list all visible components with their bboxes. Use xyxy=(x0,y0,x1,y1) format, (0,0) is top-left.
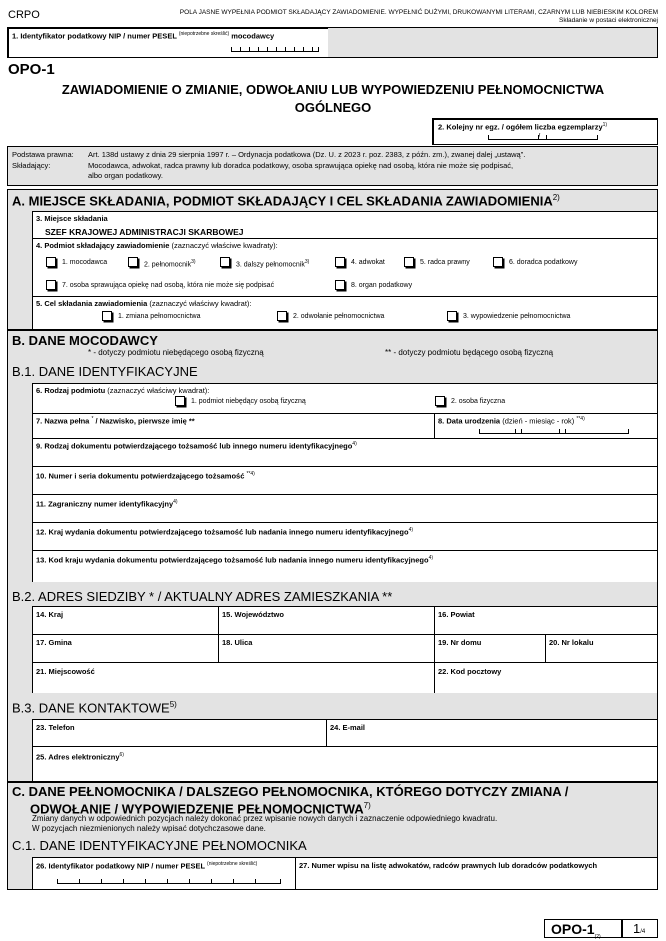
field11-sup: 4) xyxy=(173,499,178,505)
footer-form-code-sup: (2) xyxy=(594,933,601,940)
submitters-text2: albo organ podatkowy. xyxy=(88,171,163,180)
field4-note: (zaznaczyć właściwe kwadraty): xyxy=(171,241,278,250)
field7-mid: / Nazwisko, pierwsze imię xyxy=(95,416,187,426)
submitter-option-label-1: 1. mocodawca xyxy=(62,259,108,266)
field7-sup1: * xyxy=(91,416,94,422)
field8-label: 8. Data urodzenia xyxy=(438,416,501,426)
field25-sup: 6) xyxy=(119,752,124,758)
submitter-option-label-5: 5. radca prawny xyxy=(420,259,470,266)
field8-note: (dzień - miesiąc - rok) xyxy=(502,416,575,426)
section-c-note1: Zmiany danych w odpowiednich pozycjach należy dokonać przez wpisanie nowych danych i zaznaczenie odpowiedniego kwadratu. xyxy=(32,814,498,823)
field23-label: 23. Telefon xyxy=(36,723,75,732)
copy-number-field[interactable] xyxy=(433,119,657,144)
b1-title: B.1. DANE IDENTYFIKACYJNE xyxy=(12,364,198,379)
b3-title xyxy=(12,700,177,715)
footer-form-code-box xyxy=(544,919,622,938)
field9-label: 9. Rodzaj dokumentu potwierdzającego tożsamość lub innego numeru identyfikacyjnego xyxy=(36,441,353,451)
field4-label: 4. Podmiot składający zawiadomienie xyxy=(36,241,170,250)
legal-basis-label: Podstawa prawna: xyxy=(12,150,74,159)
field12-label: 12. Kraj wydania dokumentu potwierdzającego tożsamość lub nadania innego numeru identyfikacyjnego xyxy=(36,527,409,537)
field26-label: 26. Identyfikator podatkowy NIP / numer PESEL xyxy=(36,861,205,871)
field1-suffix: mocodawcy xyxy=(231,31,275,41)
field6-label: 6. Rodzaj podmiotu xyxy=(36,386,106,395)
section-b-note-right: ** - dotyczy podmiotu będącego osobą fizyczną xyxy=(385,348,554,357)
purpose-checkbox-1[interactable] xyxy=(102,311,112,321)
section-c-title xyxy=(12,785,568,816)
copy-number-slash: / xyxy=(538,132,541,141)
purpose-option-label-3: 3. wypowiedzenie pełnomocnictwa xyxy=(463,313,571,320)
section-a-sup: 2) xyxy=(552,193,560,202)
field7-label: 7. Nazwa pełna xyxy=(36,416,90,426)
attorney-registry-field[interactable] xyxy=(295,857,657,889)
field10-sup: **4) xyxy=(246,471,255,477)
field3-value: SZEF KRAJOWEJ ADMINISTRACJI SKARBOWEJ xyxy=(45,227,244,237)
b3-title-sup: 5) xyxy=(169,700,177,709)
field20-label: 20. Nr lokalu xyxy=(549,638,594,647)
field10-label: 10. Numer i seria dokumentu potwierdzającego tożsamość xyxy=(36,471,245,481)
copy-number-ticks xyxy=(488,135,598,140)
b3-title-text: B.3. DANE KONTAKTOWE xyxy=(12,700,170,716)
submitter-checkbox-5[interactable] xyxy=(404,257,414,267)
nip-pesel-field[interactable] xyxy=(8,28,328,57)
entity-type-field xyxy=(32,383,657,413)
field19-label: 19. Nr domu xyxy=(438,638,482,647)
field9-sup: 4) xyxy=(352,441,357,447)
form-crpo-label: CRPO xyxy=(8,9,40,21)
submitter-checkbox-1[interactable] xyxy=(46,257,56,267)
field7-sup2: ** xyxy=(188,416,195,426)
field6-note: (zaznaczyć właściwy kwadrat): xyxy=(107,386,210,395)
field11-label: 11. Zagraniczny numer identyfikacyjny xyxy=(36,499,174,509)
field15-label: 15. Województwo xyxy=(222,610,284,619)
header-submission-note: Składanie w postaci elektronicznej xyxy=(559,17,658,24)
footer-page-box xyxy=(622,919,658,938)
electronic-address-field[interactable] xyxy=(32,746,657,781)
submitter-checkbox-3[interactable] xyxy=(220,257,230,267)
field18-label: 18. Ulica xyxy=(222,638,253,647)
field26-note: (niepotrzebne skreślić) xyxy=(207,861,258,867)
submitter-option-label-4: 4. adwokat xyxy=(351,259,385,266)
entity-type-checkbox-1[interactable] xyxy=(175,396,185,406)
purpose-option-label-2: 2. odwołanie pełnomocnictwa xyxy=(293,313,385,320)
submitter-option-label-8: 8. organ podatkowy xyxy=(351,282,413,289)
field13-label: 13. Kod kraju wydania dokumentu potwierdzającego tożsamość lub nadania innego numeru identyfikacyjnego xyxy=(36,555,429,565)
form-title-line1: ZAWIADOMIENIE O ZMIANIE, ODWOŁANIU LUB WYPOWIEDZENIU PEŁNOMOCNICTWA xyxy=(61,82,605,97)
submitter-checkbox-4[interactable] xyxy=(335,257,345,267)
footer-form-code: OPO-1 xyxy=(551,921,595,937)
field21-label: 21. Miejscowość xyxy=(36,667,95,676)
field14-label: 14. Kraj xyxy=(36,610,64,619)
form-title xyxy=(0,81,666,117)
birth-date-ticks xyxy=(479,429,629,434)
field5-label: 5. Cel składania zawiadomienia xyxy=(36,299,148,308)
field27-label: 27. Numer wpisu na listę adwokatów, radców prawnych lub doradców podatkowych xyxy=(299,861,598,870)
submitter-checkbox-7[interactable] xyxy=(46,280,56,290)
issuing-country-code-field[interactable] xyxy=(32,550,657,582)
legal-basis-text: Art. 138d ustawy z dnia 29 sierpnia 1997 r. – Ordynacja podatkowa (Dz. U. z 2023 r. poz. 2383, z późn. zm.), zwanej dalej „ustawą”. xyxy=(88,150,526,159)
field24-label: 24. E-mail xyxy=(330,723,366,732)
municipality-field[interactable] xyxy=(32,634,218,662)
submitter-checkbox-8[interactable] xyxy=(335,280,345,290)
submitter-option-sup-3: 3) xyxy=(304,259,310,265)
b2-title: B.2. ADRES SIEDZIBY * / AKTUALNY ADRES ZAMIESZKANIA ** xyxy=(12,589,393,604)
nip-pesel-ticks xyxy=(231,47,319,52)
foreign-id-field[interactable] xyxy=(32,494,657,522)
footer-page-total: /4 xyxy=(640,929,646,935)
birth-date-field[interactable] xyxy=(434,413,657,438)
section-c-title-line1: C. DANE PEŁNOMOCNIKA / DALSZEGO PEŁNOMOCNIKA, KTÓREGO DOTYCZY ZMIANA / xyxy=(12,784,569,799)
footer-page-number: 1 xyxy=(633,921,641,936)
submitter-checkbox-6[interactable] xyxy=(493,257,503,267)
purpose-checkbox-3[interactable] xyxy=(447,311,457,321)
city-field[interactable] xyxy=(32,662,434,693)
submission-place-field[interactable] xyxy=(32,211,657,238)
submitters-text1: Mocodawca, adwokat, radca prawny lub doradca podatkowy, osoba sprawująca opiekę nad osobą, która nie może się podpisać, xyxy=(88,161,514,170)
voivodeship-field[interactable] xyxy=(218,606,434,634)
field2-sup: 1) xyxy=(602,122,608,128)
county-field[interactable] xyxy=(434,606,657,634)
submitter-option-sup-2: 3) xyxy=(191,259,196,265)
section-c-title-line2: ODWOŁANIE / WYPOWIEDZENIE PEŁNOMOCNICTWA xyxy=(30,801,364,817)
form-title-line2: OGÓLNEGO xyxy=(294,100,372,115)
section-b-note-left: * - dotyczy podmiotu niebędącego osobą fizyczną xyxy=(88,348,264,357)
field1-label: 1. Identyfikator podatkowy NIP / numer PESEL xyxy=(12,31,177,41)
entity-type-option-label-2: 2. osoba fizyczna xyxy=(451,398,506,405)
field22-label: 22. Kod pocztowy xyxy=(438,667,502,676)
email-field[interactable] xyxy=(326,719,657,746)
submitter-option-label-7: 7. osoba sprawująca opiekę nad osobą, która nie może się podpisać xyxy=(62,282,275,289)
id-document-number-field[interactable] xyxy=(32,466,657,494)
submitters-label: Składający: xyxy=(12,161,51,170)
purpose-checkbox-2[interactable] xyxy=(277,311,287,321)
field17-label: 17. Gmina xyxy=(36,638,72,647)
section-c-note2: W pozycjach niezmienionych należy wpisać dotychczasowe dane. xyxy=(32,824,266,833)
legal-basis-box xyxy=(7,146,658,186)
postal-code-field[interactable] xyxy=(434,662,657,693)
form-code: OPO-1 xyxy=(8,61,55,78)
field12-sup: 4) xyxy=(408,527,414,533)
id-document-type-field[interactable] xyxy=(32,438,657,466)
header-instruction: POLA JASNE WYPEŁNIA PODMIOT SKŁADAJĄCY ZAWIADOMIENIE. WYPEŁNIĆ DUŻYMI, DRUKOWANYMI LITERAMI, CZARNYM LUB NIEBIESKIM KOLOREM xyxy=(179,9,658,16)
section-a-title: A. MIEJSCE SKŁADANIA, PODMIOT SKŁADAJĄCY I CEL SKŁADANIA ZAWIADOMIENIA xyxy=(12,193,553,209)
field3-label: 3. Miejsce składania xyxy=(36,214,108,223)
full-name-field[interactable] xyxy=(32,413,434,438)
attorney-nip-ticks xyxy=(57,879,281,884)
section-c-title-sup: 7) xyxy=(363,801,371,810)
field16-label: 16. Powiat xyxy=(438,610,475,619)
field5-note: (zaznaczyć właściwy kwadrat): xyxy=(149,299,252,308)
apartment-number-field[interactable] xyxy=(545,634,657,662)
entity-type-checkbox-2[interactable] xyxy=(435,396,445,406)
issuing-country-field[interactable] xyxy=(32,522,657,550)
field2-label: 2. Kolejny nr egz. / ogółem liczba egzemplarzy xyxy=(438,122,603,132)
c1-title: C.1. DANE IDENTYFIKACYJNE PEŁNOMOCNIKA xyxy=(12,838,307,853)
section-b-title: B. DANE MOCODAWCY xyxy=(12,333,158,348)
street-field[interactable] xyxy=(218,634,434,662)
field13-sup: 4) xyxy=(428,555,434,561)
purpose-option-label-1: 1. zmiana pełnomocnictwa xyxy=(118,313,201,320)
phone-field[interactable] xyxy=(32,719,326,746)
house-number-field[interactable] xyxy=(434,634,545,662)
field8-sup: **4) xyxy=(576,416,585,422)
attorney-nip-pesel-field[interactable] xyxy=(32,857,295,889)
country-field[interactable] xyxy=(32,606,218,634)
field1-note: (niepotrzebne skreślić) xyxy=(178,31,230,37)
entity-type-option-label-1: 1. podmiot niebędący osobą fizyczną xyxy=(191,398,306,405)
field25-label: 25. Adres elektroniczny xyxy=(36,752,120,762)
submitter-option-label-3: 3. dalszy pełnomocnik$^{3)}$ xyxy=(236,259,310,269)
submitter-option-label-6: 6. doradca podatkowy xyxy=(509,259,578,266)
submitter-checkbox-2[interactable] xyxy=(128,257,138,267)
submitter-option-label-2: 2. pełnomocnik$^{3)}$ xyxy=(144,259,196,269)
